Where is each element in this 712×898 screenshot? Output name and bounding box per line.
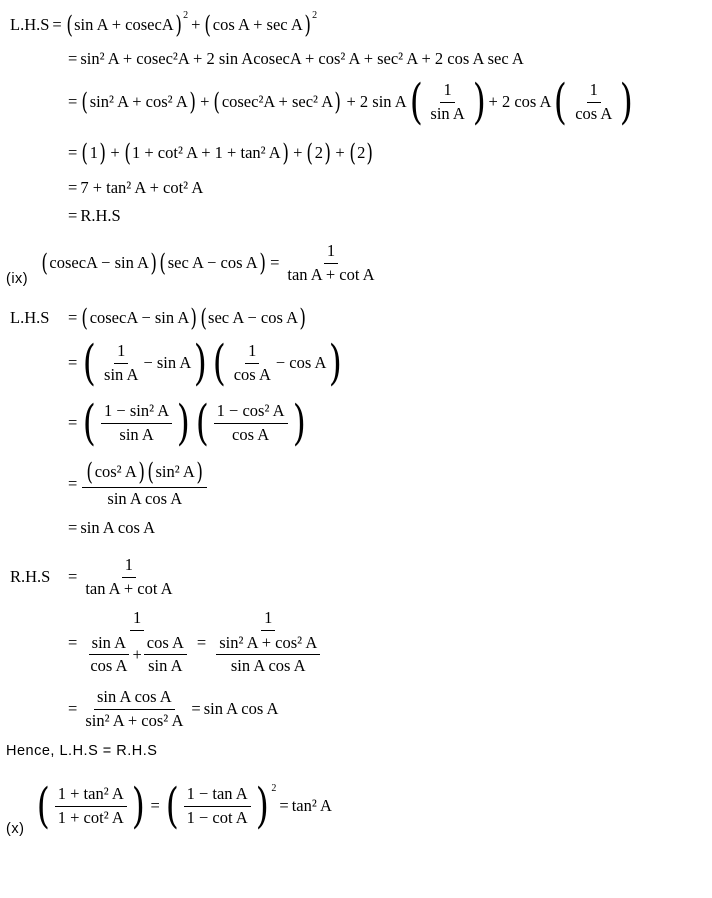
fraction: $\frac{1}{\text{cos A}}$ bbox=[575, 80, 613, 123]
sec9-lhs-line-1: L.H.S = ( cosecA − sin A ) ( sec A − cos A ) bbox=[10, 304, 306, 332]
term: cosec²A + sec² A bbox=[221, 91, 334, 111]
term: sin² A + cos² A bbox=[89, 91, 188, 111]
part-label-x: (x) bbox=[6, 821, 25, 837]
sec8-line-5: = 7 + tan² A + cot² A bbox=[68, 177, 204, 197]
sec9-heading: ( cosecA − sin A ) ( sec A − cos A ) = $\frac{1}{\text{tan A + cot A}}$ bbox=[40, 236, 380, 290]
term: sec A − cos A bbox=[167, 252, 258, 272]
term: cos A + sec A bbox=[212, 14, 303, 34]
fraction: $\frac{1}{\text{sin A}}$ bbox=[104, 341, 139, 384]
sec8-line-3: = ( sin² A + cos² A ) + ( cosec²A + sec² A ) + 2 sin A ( $\frac{1}{\text{sin A}}$ ) + 2 cos A ( $\frac{1}{\text{cos A}}$ ) bbox=[68, 74, 634, 130]
conclusion-text: Hence, L.H.S = R.H.S bbox=[6, 743, 158, 759]
sec10-heading: ( $\frac{\text{1 + tan² A}}{\text{1 + cot² A}}$ ) = ( $\frac{\text{1 − tan A}}{\text{1 − cot A}}$ ) 2 = tan² A bbox=[36, 778, 332, 834]
term: 1 + cot² A + 1 + tan² A bbox=[132, 142, 281, 162]
term: tan² A bbox=[291, 795, 332, 815]
lhs-label: L.H.S bbox=[10, 307, 50, 327]
term: + 2 cos A bbox=[488, 91, 552, 111]
term: − sin A bbox=[143, 352, 192, 372]
sec8-line-6: = R.H.S bbox=[68, 205, 121, 225]
square-exp: 2 bbox=[312, 10, 318, 21]
term: sin A cos A bbox=[80, 517, 156, 537]
term: + 2 sin A bbox=[346, 91, 407, 111]
term: sin A cos A bbox=[203, 698, 279, 718]
fraction: $\frac{1}{\text{sin A}}$ bbox=[430, 80, 465, 123]
fraction: $\frac{1}{\text{tan A + cot A}}$ bbox=[85, 555, 173, 598]
term: 1 bbox=[89, 142, 98, 162]
lhs-label: L.H.S bbox=[10, 14, 50, 34]
term: cosecA − sin A bbox=[49, 252, 149, 272]
square-exp: 2 bbox=[183, 10, 189, 21]
fraction: $\frac{\text{1 − tan A}}{\text{1 − cot A}}$ bbox=[184, 785, 251, 827]
term: sec A − cos A bbox=[208, 307, 298, 327]
fraction: $\frac{\text{1 − cos² A}}{\text{cos A}}$ bbox=[214, 402, 288, 444]
sec9-rhs-line-2: = 1 $\frac{\text{sin A}}{\text{cos A}}$ + $\frac{\text{cos A}}{\text{sin A}}$ = $\frac{1}{\frac{\text{sin² A + cos² A}}{\text{sin A cos A}}}$ bbox=[68, 604, 327, 682]
sec9-lhs-line-4: = ( cos² A ) ( sin² A ) sin A cos A bbox=[68, 456, 209, 512]
rhs-result: R.H.S bbox=[80, 205, 121, 225]
sec8-line-1: L.H.S = ( sin A + cosecA ) 2 + ( cos A + sec A ) 2 bbox=[10, 10, 318, 39]
expansion: sin² A + cosec²A + 2 sin AcosecA + cos² A + sec² A + 2 cos A sec A bbox=[80, 48, 524, 68]
fraction: $\frac{\text{1 − sin² A}}{\text{sin A}}$ bbox=[101, 402, 172, 444]
compound-fraction: 1 $\frac{\text{sin A}}{\text{cos A}}$ + $\frac{\text{cos A}}{\text{sin A}}$ bbox=[82, 609, 192, 677]
fraction: ( cos² A ) ( sin² A ) sin A cos A bbox=[82, 459, 207, 509]
term: cosecA − sin A bbox=[89, 307, 190, 327]
fraction: $\frac{1}{\text{cos A}}$ bbox=[233, 341, 271, 384]
sec9-lhs-line-5: = sin A cos A bbox=[68, 517, 156, 537]
term: − cos A bbox=[275, 352, 327, 372]
term: 7 + tan² A + cot² A bbox=[80, 177, 204, 197]
fraction: $\frac{\text{sin A cos A}}{\text{sin² A + cos² A}}$ bbox=[85, 687, 184, 730]
sec9-rhs-line-1: R.H.S = $\frac{1}{\text{tan A + cot A}}$ bbox=[10, 552, 178, 602]
sec8-line-4: = ( 1 ) + ( 1 + cot² A + 1 + tan² A ) + ( 2 ) + ( 2 ) bbox=[68, 139, 374, 167]
sec9-rhs-line-3: = $\frac{\text{sin A cos A}}{\text{sin² A + cos² A}}$ = sin A cos A bbox=[68, 687, 279, 730]
square-exp: 2 bbox=[271, 783, 277, 794]
sec8-line-2: = sin² A + cosec²A + 2 sin AcosecA + cos² A + sec² A + 2 cos A sec A bbox=[68, 48, 524, 68]
fraction: $\frac{\text{1 + tan² A}}{\text{1 + cot² A}}$ bbox=[55, 785, 127, 827]
part-label-ix: (ix) bbox=[6, 271, 29, 287]
sec9-lhs-line-2: = ( $\frac{1}{\text{sin A}}$ − sin A ) ( $\frac{1}{\text{cos A}}$ − cos A ) bbox=[68, 335, 343, 391]
compound-fraction: $\frac{1}{\frac{\text{sin² A + cos² A}}{\text{sin A cos A}}}$ bbox=[211, 609, 325, 677]
rhs-label: R.H.S bbox=[10, 566, 51, 586]
sec9-lhs-line-3: = ( $\frac{\text{1 − sin² A}}{\text{sin A}}$ ) ( $\frac{\text{1 − cos² A}}{\text{cos A}}$ ) bbox=[68, 395, 306, 451]
term: 2 bbox=[314, 142, 324, 162]
term: 2 bbox=[357, 142, 366, 162]
term: sin A + cosecA bbox=[74, 14, 174, 34]
fraction: $\frac{1}{\text{tan A + cot A}}$ bbox=[287, 241, 375, 284]
